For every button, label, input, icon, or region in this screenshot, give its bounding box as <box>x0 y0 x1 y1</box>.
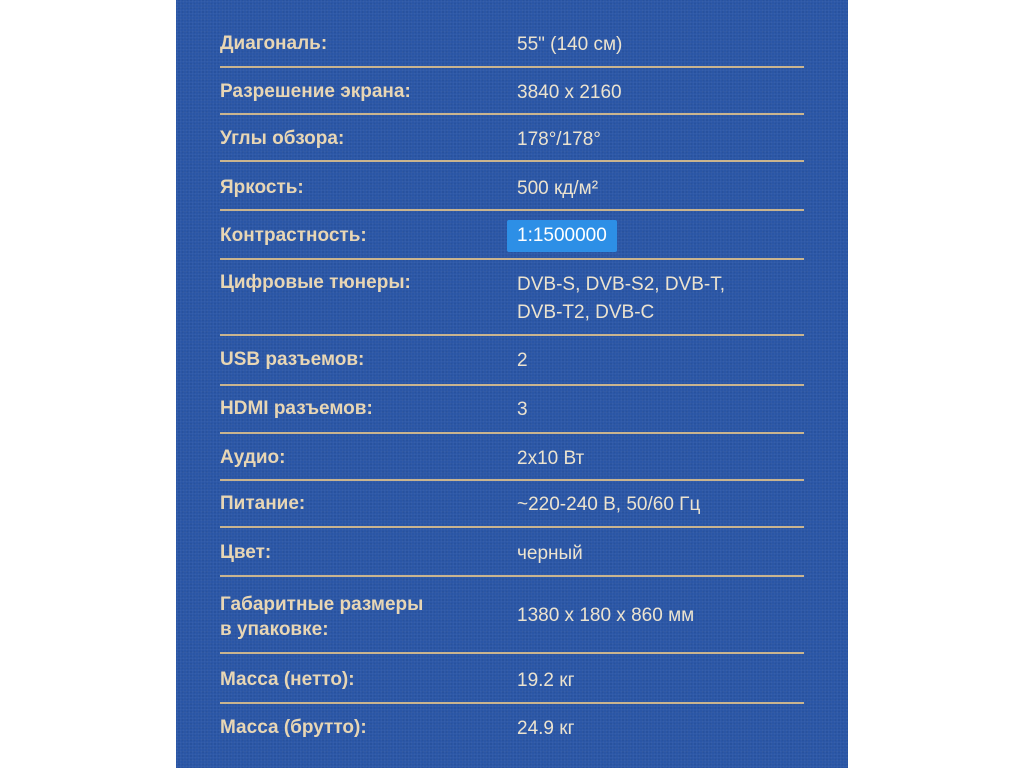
divider <box>220 652 804 654</box>
divider <box>220 160 804 162</box>
spec-label: Питание: <box>220 493 306 514</box>
spec-label: Цифровые тюнеры: <box>220 272 411 293</box>
spec-value: 500 кд/м² <box>517 178 599 199</box>
spec-value: 1380 x 180 x 860 мм <box>517 605 695 626</box>
divider <box>220 575 804 577</box>
divider <box>220 258 804 260</box>
spec-label: Диагональ: <box>220 33 328 54</box>
spec-label: Цвет: <box>220 542 272 563</box>
spec-label: Разрешение экрана: <box>220 81 411 102</box>
spec-value: 19.2 кг <box>517 670 575 691</box>
divider <box>220 702 804 704</box>
spec-label: Масса (брутто): <box>220 717 367 738</box>
spec-value: 3 <box>517 399 528 420</box>
spec-label: Углы обзора: <box>220 128 345 149</box>
spec-value: 2 <box>517 350 528 371</box>
spec-label: HDMI разъемов: <box>220 398 373 419</box>
divider <box>220 334 804 336</box>
spec-panel <box>176 0 848 768</box>
divider <box>220 66 804 68</box>
divider <box>220 526 804 528</box>
spec-value: 3840 x 2160 <box>517 82 622 103</box>
spec-label: Габаритные размеры в упаковке: <box>220 594 424 640</box>
divider <box>220 479 804 481</box>
spec-value: черный <box>517 543 583 564</box>
spec-label: Яркость: <box>220 177 304 198</box>
spec-value: ~220-240 В, 50/60 Гц <box>517 494 701 515</box>
spec-label: USB разъемов: <box>220 349 365 370</box>
spec-value: DVB-S, DVB-S2, DVB-T, DVB-T2, DVB-C <box>517 274 725 323</box>
spec-label: Масса (нетто): <box>220 669 355 690</box>
spec-label: Контрастность: <box>220 225 367 246</box>
spec-value: 24.9 кг <box>517 718 575 739</box>
spec-value-selected[interactable]: 1:1500000 <box>507 220 617 252</box>
divider <box>220 384 804 386</box>
spec-value: 55" (140 см) <box>517 34 623 55</box>
divider <box>220 432 804 434</box>
spec-value: 2x10 Вт <box>517 448 585 469</box>
divider <box>220 209 804 211</box>
spec-label: Аудио: <box>220 447 286 468</box>
divider <box>220 113 804 115</box>
spec-value: 178°/178° <box>517 129 601 150</box>
